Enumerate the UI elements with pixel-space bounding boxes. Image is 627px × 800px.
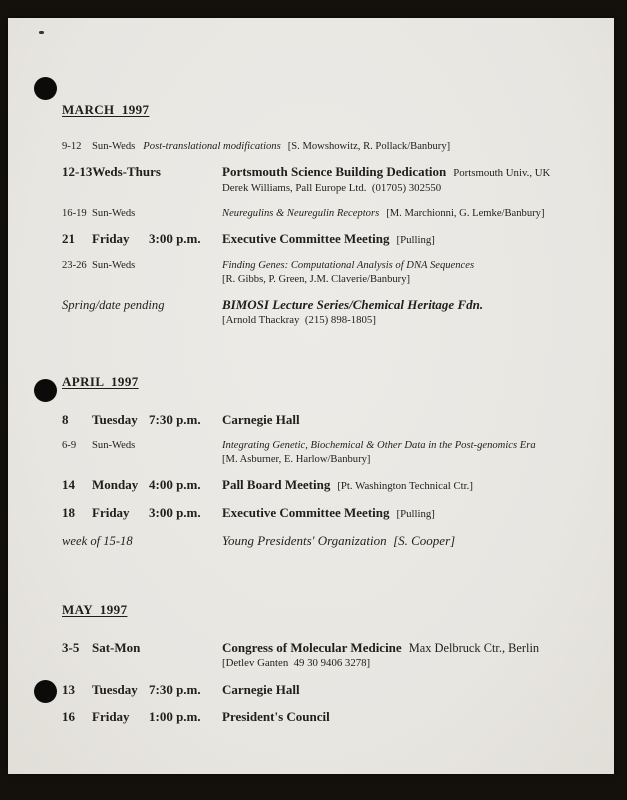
event-day: Sun-Weds — [92, 141, 136, 152]
event-note-line: [Arnold Thackray (215) 898-1805] — [222, 314, 376, 326]
event-title: BIMOSI Lecture Series/Chemical Heritage Fdn. — [222, 297, 484, 312]
event-row — [62, 533, 590, 549]
event-date: 14 — [62, 477, 75, 492]
event-day: Friday — [92, 230, 130, 246]
event-title: Neuregulins & Neuregulin Receptors — [222, 207, 380, 219]
event-date: 13 — [62, 681, 75, 697]
event-day: Sun-Weds — [92, 207, 136, 219]
event-what — [143, 140, 590, 153]
event-what — [222, 412, 590, 428]
event-detail: [S. Mowshowitz, R. Pollack/Banbury] — [287, 141, 451, 152]
event-detail: [M. Marchionni, G. Lemke/Banbury] — [386, 207, 545, 219]
event-title: Congress of Molecular Medicine — [222, 640, 402, 655]
event-detail: [Pulling] — [396, 233, 435, 246]
event-row — [62, 297, 590, 328]
event-what — [222, 231, 590, 248]
event-date-pending: week of 15-18 — [62, 534, 133, 548]
event-what — [222, 533, 590, 549]
event-detail: [Pulling] — [396, 508, 435, 520]
event-row — [62, 207, 590, 220]
event-what — [222, 682, 590, 698]
event-what — [222, 164, 590, 196]
event-time: 3:00 p.m. — [149, 230, 201, 246]
event-day: Friday — [92, 505, 130, 520]
event-what — [222, 640, 590, 671]
section-heading-april: APRIL 1997 — [62, 373, 139, 389]
event-title: Executive Committee Meeting — [222, 230, 390, 246]
event-when — [62, 231, 222, 247]
event-title: Finding Genes: Computational Analysis of DNA Sequences — [222, 259, 475, 271]
section-heading-march: MARCH 1997 — [62, 102, 150, 117]
event-when — [62, 682, 222, 698]
event-time: 7:30 p.m. — [149, 681, 201, 697]
event-when — [62, 709, 222, 725]
event-day: Monday — [92, 477, 139, 492]
event-row — [62, 231, 590, 248]
event-title: Integrating Genetic, Biochemical & Other Data in the Post-genomics Era — [222, 439, 536, 451]
event-when — [62, 505, 222, 521]
event-date: 9-12 — [62, 141, 82, 152]
event-date: 21 — [62, 230, 75, 246]
event-what — [222, 439, 590, 467]
event-detail: [Pt. Washington Technical Ctr.] — [337, 480, 473, 492]
section-heading-may: MAY 1997 — [62, 602, 128, 617]
event-day: Sat-Mon — [92, 640, 141, 655]
event-day: Sun-Weds — [92, 259, 136, 271]
event-when — [62, 412, 222, 428]
section-april-1997 — [62, 374, 590, 550]
event-row — [62, 682, 590, 698]
event-row — [62, 640, 590, 671]
document-page — [8, 18, 614, 774]
event-row — [62, 439, 590, 467]
event-row — [62, 505, 590, 522]
event-when — [62, 207, 222, 220]
event-note-line: Derek Williams, Pall Europe Ltd. (01705) 302550 — [222, 182, 442, 194]
event-row — [62, 477, 590, 494]
event-when — [62, 259, 222, 272]
section-may-1997 — [62, 602, 590, 725]
event-title: Young Presidents' Organization [S. Cooper] — [222, 533, 456, 548]
event-row — [62, 164, 590, 196]
event-row — [62, 709, 590, 725]
event-title: Carnegie Hall — [222, 411, 300, 427]
event-time: 3:00 p.m. — [149, 505, 201, 520]
event-date: 6-9 — [62, 439, 77, 451]
event-note-line: [M. Asburner, E. Harlow/Banbury] — [222, 453, 371, 465]
event-date: 8 — [62, 411, 69, 427]
event-time: 7:30 p.m. — [149, 411, 201, 427]
calendar-content — [8, 18, 614, 725]
event-date: 12-13 — [62, 164, 93, 179]
event-date: 16-19 — [62, 207, 87, 219]
event-day: Friday — [92, 708, 130, 724]
event-time: 4:00 p.m. — [149, 477, 201, 492]
event-title: Executive Committee Meeting — [222, 505, 390, 520]
event-note-line: [Detlev Ganten 49 30 9406 3278] — [222, 657, 371, 669]
event-what — [222, 207, 590, 220]
event-day: Tuesday — [92, 681, 138, 697]
event-what — [222, 297, 590, 328]
event-title: Post-translational modifications — [143, 141, 281, 152]
event-row — [62, 259, 590, 287]
event-date-pending: Spring/date pending — [62, 298, 165, 312]
event-when — [62, 439, 222, 452]
event-time: 1:00 p.m. — [149, 708, 201, 724]
event-what — [222, 259, 590, 287]
event-day: Weds-Thurs — [92, 164, 161, 179]
event-what — [222, 477, 590, 494]
event-detail: Portsmouth Univ., UK — [453, 167, 551, 179]
event-date: 18 — [62, 505, 75, 520]
event-row — [62, 140, 590, 153]
event-date: 23-26 — [62, 259, 87, 271]
event-day: Tuesday — [92, 411, 138, 427]
event-date: 3-5 — [62, 640, 80, 655]
section-march-1997 — [62, 102, 590, 328]
event-note-line: [R. Gibbs, P. Green, J.M. Claverie/Banbury] — [222, 273, 411, 285]
event-row — [62, 412, 590, 428]
event-when — [62, 533, 222, 549]
event-title: Pall Board Meeting — [222, 477, 331, 492]
event-what — [222, 709, 590, 725]
event-when — [62, 140, 135, 153]
event-title: Carnegie Hall — [222, 681, 300, 697]
event-day: Sun-Weds — [92, 439, 136, 451]
event-date: 16 — [62, 708, 75, 724]
event-detail: Max Delbruck Ctr., Berlin — [408, 641, 540, 655]
event-when — [62, 297, 222, 313]
event-title: Portsmouth Science Building Dedication — [222, 164, 447, 179]
event-title: President's Council — [222, 708, 330, 724]
event-what — [222, 505, 590, 522]
event-when — [62, 164, 222, 180]
event-when — [62, 640, 222, 656]
event-when — [62, 477, 222, 493]
